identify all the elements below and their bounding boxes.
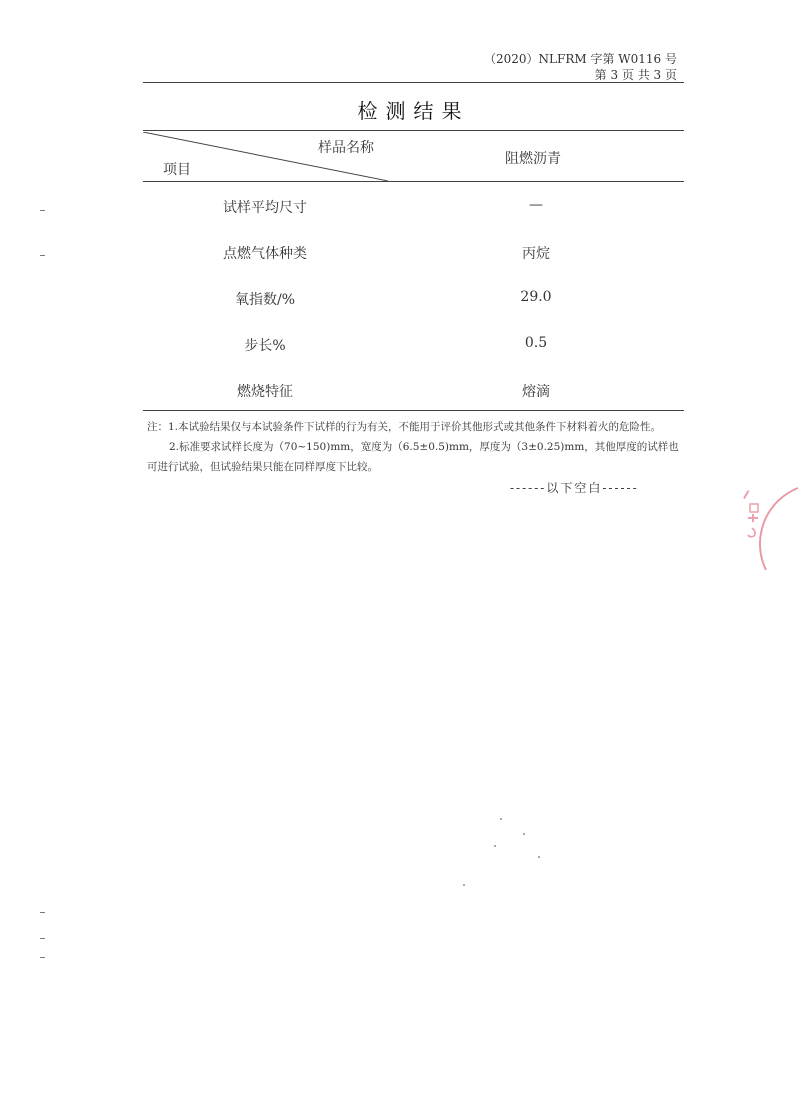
note-line-1: 注：1.本试验结果仅与本试验条件下试样的行为有关，不能用于评价其他形式或其他条件下材料着火的危险性。 <box>147 421 662 433</box>
table-row-value: 丙烷 <box>522 246 550 262</box>
scan-speck <box>538 856 540 858</box>
sample-name-value: 阻燃沥青 <box>505 151 561 167</box>
scan-speck <box>463 884 465 886</box>
note-line-2: 2.标准要求试样长度为（70~150)mm，宽度为（6.5±0.5)mm，厚度为（3±0.25)mm，其他厚度的试样也 <box>169 441 679 453</box>
table-header-rule <box>143 181 684 182</box>
scan-mark <box>40 957 45 958</box>
page-info: 第 3 页 共 3 页 <box>594 68 677 82</box>
scan-speck <box>500 818 502 820</box>
table-row-label: 燃烧特征 <box>237 384 293 400</box>
scan-mark <box>40 210 45 211</box>
table-row-label: 试样平均尺寸 <box>223 200 307 216</box>
report-reference <box>484 51 677 83</box>
table-row-label: 氧指数/% <box>234 292 296 308</box>
header-sample-name-label: 样品名称 <box>318 140 374 156</box>
note-line-3: 可进行试验，但试验结果只能在同样厚度下比较。 <box>147 461 378 473</box>
table-row-label: 步长% <box>244 338 286 354</box>
table-row-value: — <box>529 197 543 213</box>
header-rule <box>143 82 684 83</box>
scan-mark <box>40 912 45 913</box>
scan-speck <box>523 833 525 835</box>
scan-mark <box>40 938 45 939</box>
table-row-label: 点燃气体种类 <box>223 246 307 262</box>
table-row-value: 0.5 <box>524 335 548 351</box>
page-title: 检测结果 <box>357 99 470 123</box>
table-row-value: 熔滴 <box>522 384 550 400</box>
notes-block <box>147 417 687 477</box>
report-number: （2020）NLFRM 字第 W0116 号 <box>484 52 677 66</box>
end-of-content-marker: ------以下空白------ <box>510 481 639 495</box>
scan-mark <box>40 255 45 256</box>
scan-speck <box>494 845 496 847</box>
table-top-rule <box>143 130 684 131</box>
official-seal-stamp <box>736 486 800 576</box>
table-row-value: 29.0 <box>520 289 552 305</box>
table-bottom-rule <box>143 410 684 411</box>
header-item-label: 项目 <box>163 162 191 178</box>
